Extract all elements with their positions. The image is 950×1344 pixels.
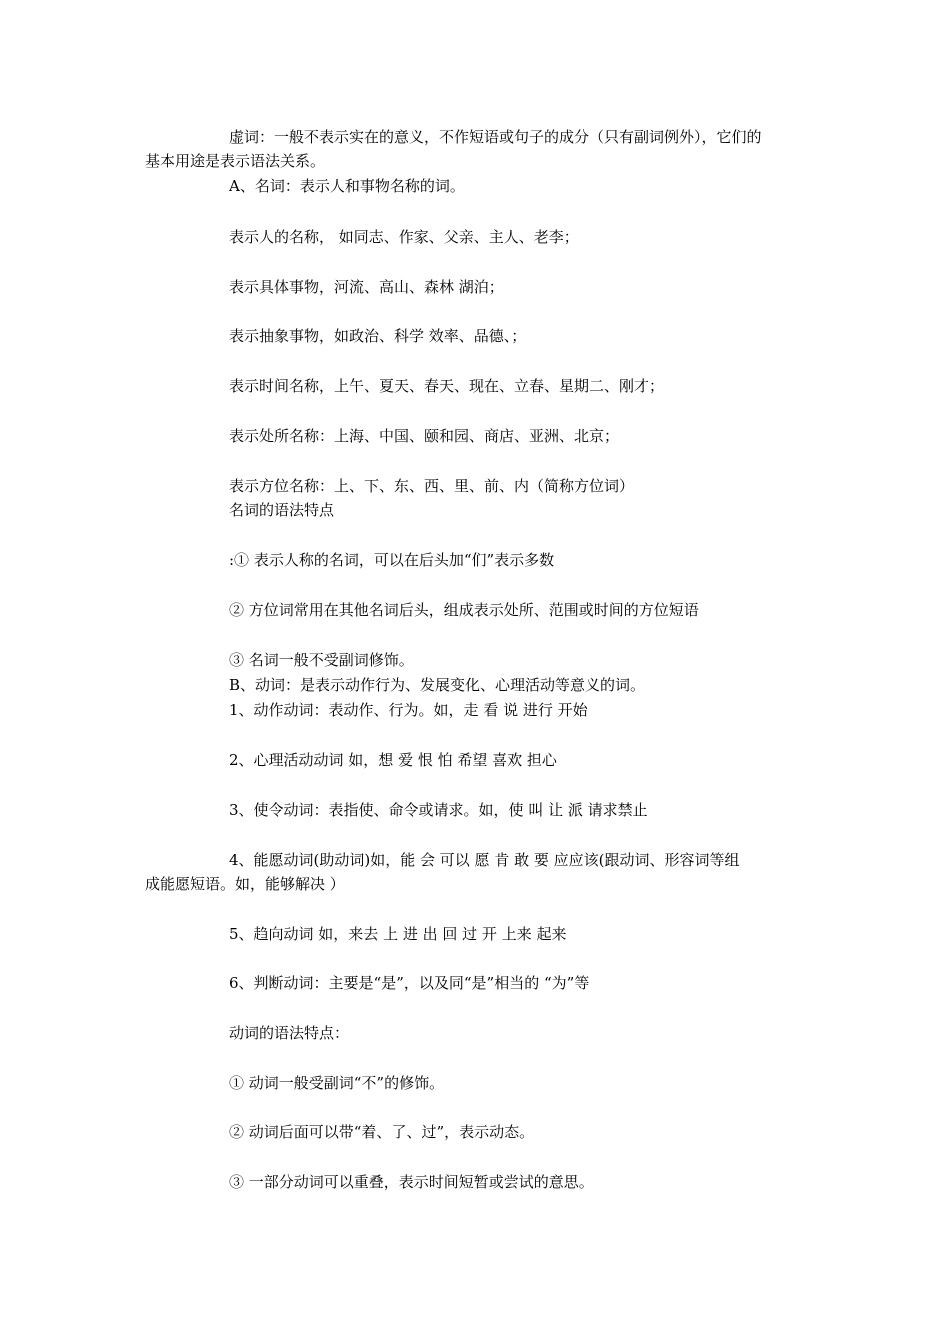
noun-feature-3: ③ 名词一般不受副词修饰。: [229, 651, 414, 669]
noun-concrete: 表示具体事物，河流、高山、森林 湖泊；: [229, 278, 504, 296]
noun-feature-1: :① 表示人称的名词，可以在后头加“们”表示多数: [229, 551, 555, 569]
noun-abstract: 表示抽象事物，如政治、科学 效率、品德、；: [229, 327, 527, 345]
noun-people: 表示人的名称， 如同志、作家、父亲、主人、老李；: [229, 228, 579, 246]
verb-modal: 4、能愿动词(助动词)如，能 会 可以 愿 肯 敢 要 应应该(跟动词、形容词等组: [229, 851, 740, 869]
paragraph-function-words: 虚词：一般不表示实在的意义，不作短语或句子的成分（只有副词例外），它们的: [229, 128, 762, 146]
verb-feature-2: ② 动词后面可以带“着、了、过”，表示动态。: [229, 1123, 535, 1141]
paragraph-function-words-cont: 基本用途是表示语法关系。: [145, 152, 326, 170]
verb-modal-cont: 成能愿短语。如，能够解决 ）: [145, 875, 345, 893]
heading-verb-grammar: 动词的语法特点：: [229, 1024, 350, 1042]
heading-verbs: B、动词：是表示动作行为、发展变化、心理活动等意义的词。: [229, 676, 646, 694]
verb-directional: 5、趋向动词 如，来去 上 进 出 回 过 开 上来 起来: [229, 925, 567, 943]
noun-place: 表示处所名称：上海、中国、颐和园、商店、亚洲、北京；: [229, 427, 620, 445]
verb-mental: 2、心理活动动词 如，想 爱 恨 怕 希望 喜欢 担心: [229, 751, 557, 769]
verb-feature-3: ③ 一部分动词可以重叠，表示时间短暂或尝试的意思。: [229, 1173, 594, 1191]
heading-noun-grammar: 名词的语法特点: [229, 501, 335, 519]
verb-action: 1、动作动词：表动作、行为。如，走 看 说 进行 开始: [229, 701, 588, 719]
noun-direction: 表示方位名称：上、下、东、西、里、前、内（简称方位词）: [229, 477, 635, 495]
verb-copula: 6、判断动词：主要是“是”，以及同“是”相当的 “为”等: [229, 974, 590, 992]
noun-feature-2: ② 方位词常用在其他名词后头，组成表示处所、范围或时间的方位短语: [229, 601, 699, 619]
heading-nouns: A、名词：表示人和事物名称的词。: [229, 177, 465, 195]
verb-feature-1: ① 动词一般受副词“不”的修饰。: [229, 1074, 445, 1092]
verb-causative: 3、使令动词：表指使、命令或请求。如，使 叫 让 派 请求禁止: [229, 801, 648, 819]
noun-time: 表示时间名称，上午、夏天、春天、现在、立春、星期二、刚才；: [229, 377, 665, 395]
